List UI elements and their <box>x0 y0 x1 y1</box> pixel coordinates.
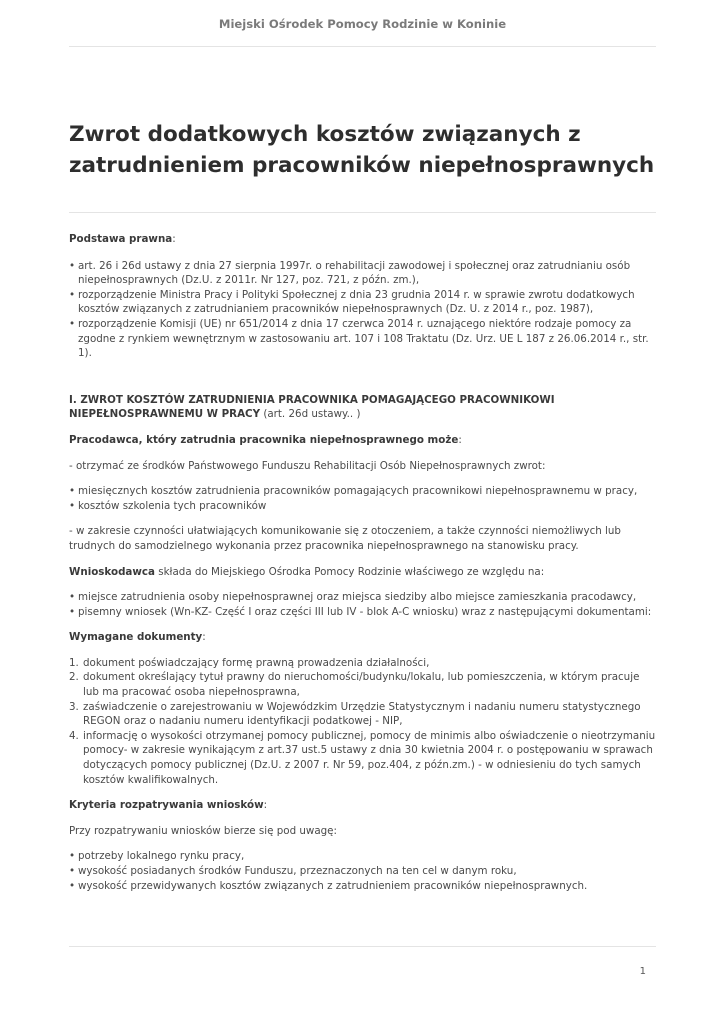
page-title: Zwrot dodatkowych kosztów związanych z zatrudnieniem pracowników niepełnosprawnych <box>69 122 655 178</box>
legal-basis-heading: Podstawa prawna: <box>69 233 176 245</box>
page-number: 1 <box>639 966 646 977</box>
legal-basis-list <box>69 259 656 361</box>
list-item: • kosztów szkolenia tych pracowników <box>69 499 656 514</box>
site-name: Miejski Ośrodek Pomocy Rodzinie w Koninie <box>218 17 507 31</box>
list-item: • potrzeby lokalnego rynku pracy, <box>69 849 656 864</box>
criteria-intro: Przy rozpatrywaniu wniosków bierze się pod uwagę: <box>69 824 337 837</box>
list-item: 1. dokument poświadczający formę prawną prowadzenia działalności, <box>69 656 430 669</box>
applicant-paragraph: Wnioskodawca składa do Miejskiego Ośrodka Pomocy Rodzinie właściwego ze względu na: <box>69 565 545 578</box>
list-item: • rozporządzenie Ministra Pracy i Polityki Społecznej z dnia 23 grudnia 2014 r. w sprawie zwrotu dodatkowych kosztów związanych z zatrudnianiem pracowników niepełnosprawnych (Dz. U. z 2014 r., poz. 1987), <box>69 288 656 317</box>
documents-list <box>69 656 656 787</box>
list-item: • rozporządzenie Komisji (UE) nr 651/2014 z dnia 17 czerwca 2014 r. uznającego niektóre rodzaje pomocy za zgodne z rynkiem wewnętrznym w zastosowaniu art. 107 i 108 Traktatu (Dz. Urz. UE L 187 z 26.06.2014 r., str. 1). <box>69 317 656 361</box>
scope-text: - w zakresie czynności ułatwiających komunikowanie się z otoczeniem, a także czynności niemożliwych lub trudnych do samodzielnego wykonania przez pracownika niepełnosprawnego na stanowisku pracy. <box>69 525 621 552</box>
list-item: • miesięcznych kosztów zatrudnienia pracowników pomagających pracownikowi niepełnosprawnemu w pracy, <box>69 484 656 499</box>
article-content <box>69 232 656 893</box>
list-item: • miejsce zatrudnienia osoby niepełnosprawnej oraz miejsca siedziby albo miejsce zamieszkania pracodawcy, <box>69 590 656 605</box>
list-item: 3. zaświadczenie o zarejestrowaniu w Wojewódzkim Urzędzie Statystycznym i nadaniu numeru statystycznego REGON oraz o nadaniu numeru identyfikacji podatkowej - NIP, <box>69 700 641 728</box>
footer-divider <box>69 946 656 947</box>
criteria-heading: Kryteria rozpatrywania wniosków: <box>69 799 268 812</box>
applicant-list <box>69 590 656 619</box>
list-item: • pisemny wniosek (Wn-KZ- Część I oraz części III lub IV - blok A-C wniosku) wraz z następującymi dokumentami: <box>69 605 656 620</box>
documents-heading: Wymagane dokumenty: <box>69 631 206 644</box>
list-item: • wysokość posiadanych środków Funduszu, przeznaczonych na ten cel w danym roku, <box>69 864 656 879</box>
document-page <box>69 0 656 1024</box>
list-item: 2. dokument określający tytuł prawny do nieruchomości/budynku/lokalu, lub pomieszczenia, w którym pracuje lub ma pracować osoba niepełnosprawna, <box>69 671 640 699</box>
refund-intro: - otrzymać ze środków Państwowego Funduszu Rehabilitacji Osób Niepełnosprawnych zwrot: <box>69 459 546 472</box>
title-divider <box>69 212 656 213</box>
list-item: 4. informację o wysokości otrzymanej pomocy publicznej, pomocy de minimis albo oświadczenie o nieotrzymaniu pomocy- w zakresie wynikającym z art.37 ust.5 ustawy z dnia 30 kwietnia 2004 r. o postępowaniu w sprawach dotyczących pomocy publicznej (Dz.U. z 2007 r. Nr 59, poz.404, z późn.zm.) - w odniesieniu do tych samych kosztów kwalifikowalnych. <box>69 729 656 786</box>
refund-list <box>69 484 656 513</box>
employer-heading: Pracodawca, który zatrudnia pracownika niepełnosprawnego może: <box>69 433 462 446</box>
section-heading: I. ZWROT KOSZTÓW ZATRUDNIENIA PRACOWNIKA POMAGAJĄCEGO PRACOWNIKOWI NIEPEŁNOSPRAWNEMU W PRACY (art. 26d ustawy.. ) <box>69 393 555 421</box>
header-divider <box>69 46 656 47</box>
list-item: • art. 26 i 26d ustawy z dnia 27 sierpnia 1997r. o rehabilitacji zawodowej i społecznej oraz zatrudnianiu osób niepełnosprawnych (Dz.U. z 2011r. Nr 127, poz. 721, z późn. zm.), <box>69 259 656 288</box>
list-item: • wysokość przewidywanych kosztów związanych z zatrudnieniem pracowników niepełnosprawnych. <box>69 879 656 894</box>
criteria-list <box>69 849 656 893</box>
